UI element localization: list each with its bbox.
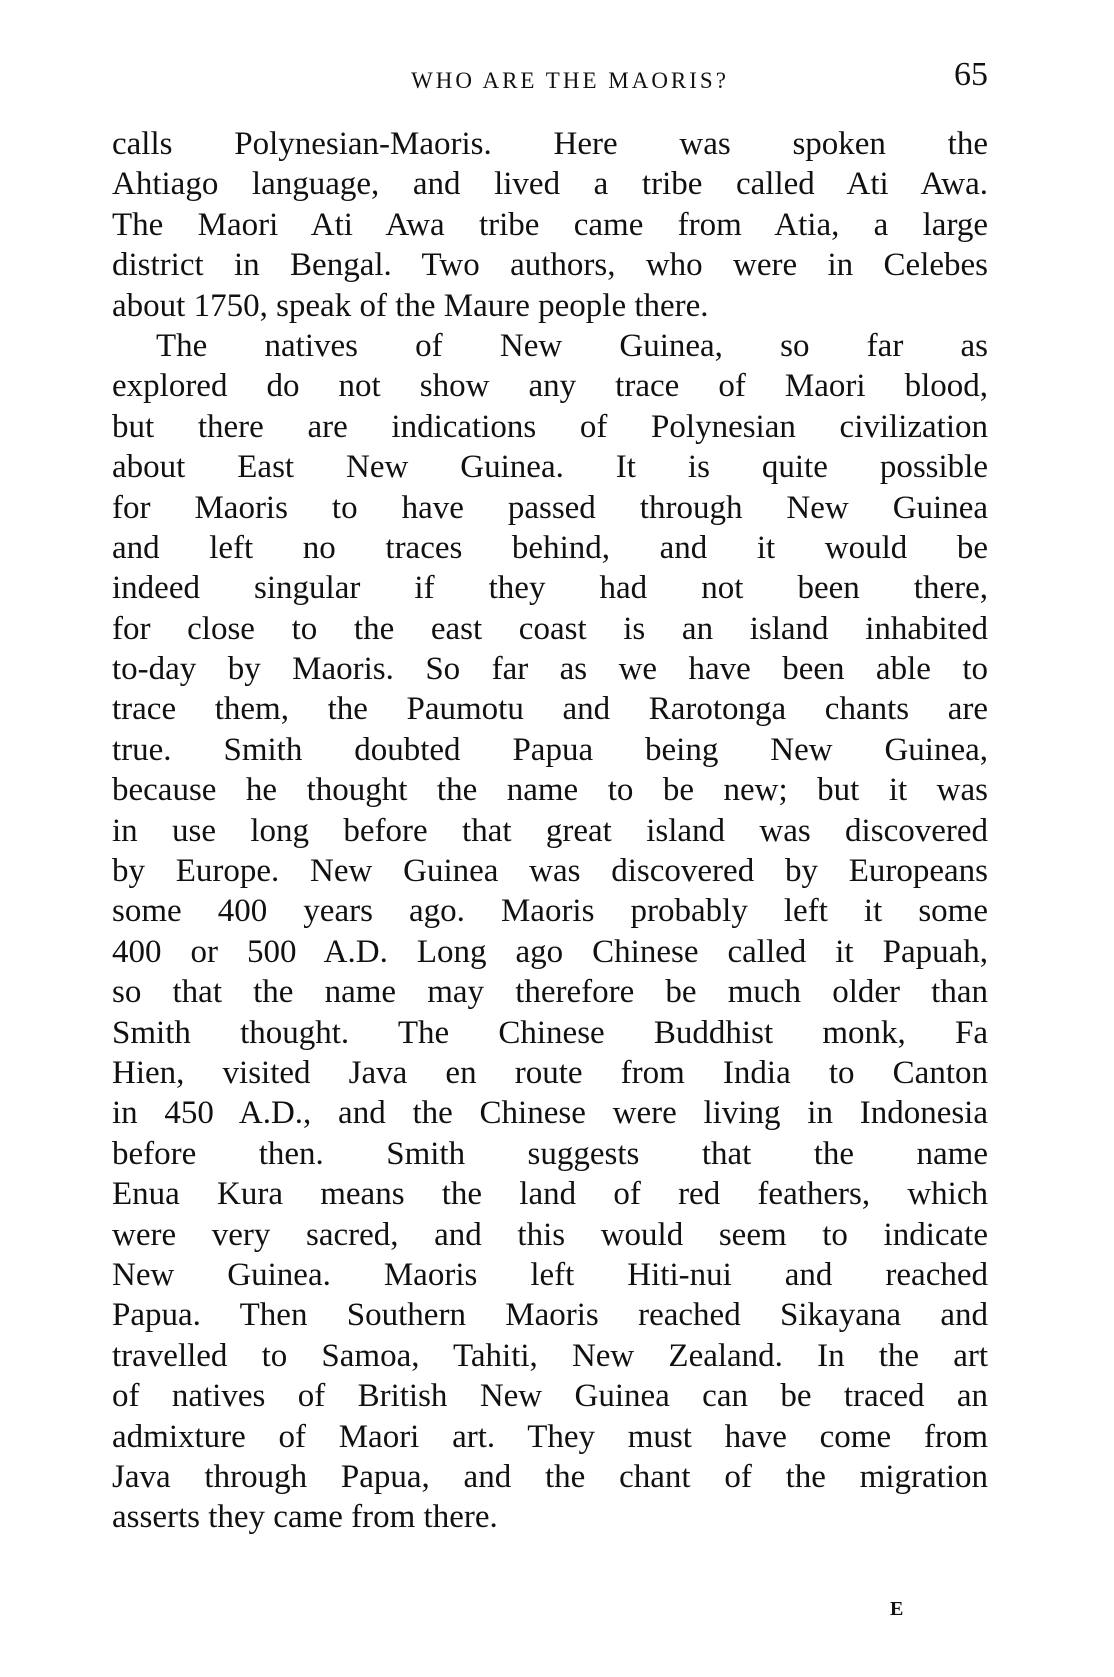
text-line: Enua Kura means the land of red feathers, which	[112, 1176, 988, 1213]
text-line: for close to the east coast is an island inhabited	[112, 610, 988, 647]
text-line: some 400 years ago. Maoris probably left it some	[112, 893, 988, 930]
text-line: travelled to Samoa, Tahiti, New Zealand. In the art	[112, 1337, 988, 1374]
text-line: for Maoris to have passed through New Guinea	[112, 489, 988, 526]
text-line: of natives of British New Guinea can be traced an	[112, 1378, 988, 1415]
text-line: admixture of Maori art. They must have come from	[112, 1418, 988, 1455]
text-line: so that the name may therefore be much older than	[112, 974, 988, 1011]
text-line: but there are indications of Polynesian civilization	[112, 408, 988, 445]
page-number: 65	[954, 56, 988, 93]
text-line: Papua. Then Southern Maoris reached Sikayana and	[112, 1297, 988, 1334]
text-line: about 1750, speak of the Maure people there.	[112, 287, 709, 324]
text-line: about East New Guinea. It is quite possible	[112, 449, 988, 486]
paragraph	[112, 124, 988, 326]
text-line: indeed singular if they had not been there,	[112, 570, 988, 607]
text-line: New Guinea. Maoris left Hiti-nui and reached	[112, 1256, 988, 1293]
text-line: in use long before that great island was discovered	[112, 812, 988, 849]
running-title: WHO ARE THE MAORIS?	[411, 68, 729, 93]
text-line: Ahtiago language, and lived a tribe called Ati Awa.	[112, 166, 988, 203]
running-head	[112, 56, 988, 104]
text-line: by Europe. New Guinea was discovered by Europeans	[112, 853, 988, 890]
text-line: calls Polynesian-Maoris. Here was spoken the	[112, 126, 988, 162]
text-line: were very sacred, and this would seem to indicate	[112, 1216, 988, 1253]
text-line: Java through Papua, and the chant of the migration	[112, 1458, 988, 1495]
text-line: Hien, visited Java en route from India to Canton	[112, 1054, 988, 1091]
text-line: asserts they came from there.	[112, 1499, 498, 1536]
text-line: district in Bengal. Two authors, who were in Celebes	[112, 247, 988, 284]
text-line: to-day by Maoris. So far as we have been able to	[112, 651, 988, 688]
text-line: and left no traces behind, and it would be	[112, 529, 988, 566]
text-line: The natives of New Guinea, so far as	[156, 327, 988, 364]
text-line: true. Smith doubted Papua being New Guinea,	[112, 731, 988, 768]
text-line: because he thought the name to be new; but it was	[112, 772, 988, 809]
text-line: explored do not show any trace of Maori blood,	[112, 368, 988, 405]
signature-mark: E	[890, 1598, 904, 1620]
paragraph	[112, 326, 988, 1538]
text-line: in 450 A.D., and the Chinese were living in Indonesia	[112, 1095, 988, 1132]
body-text	[112, 124, 988, 1538]
text-line: before then. Smith suggests that the name	[112, 1135, 988, 1172]
text-line: The Maori Ati Awa tribe came from Atia, a large	[112, 206, 988, 243]
text-line: Smith thought. The Chinese Buddhist monk, Fa	[112, 1014, 988, 1051]
text-line: 400 or 500 A.D. Long ago Chinese called it Papuah,	[112, 933, 988, 970]
text-line: trace them, the Paumotu and Rarotonga chants are	[112, 691, 988, 728]
